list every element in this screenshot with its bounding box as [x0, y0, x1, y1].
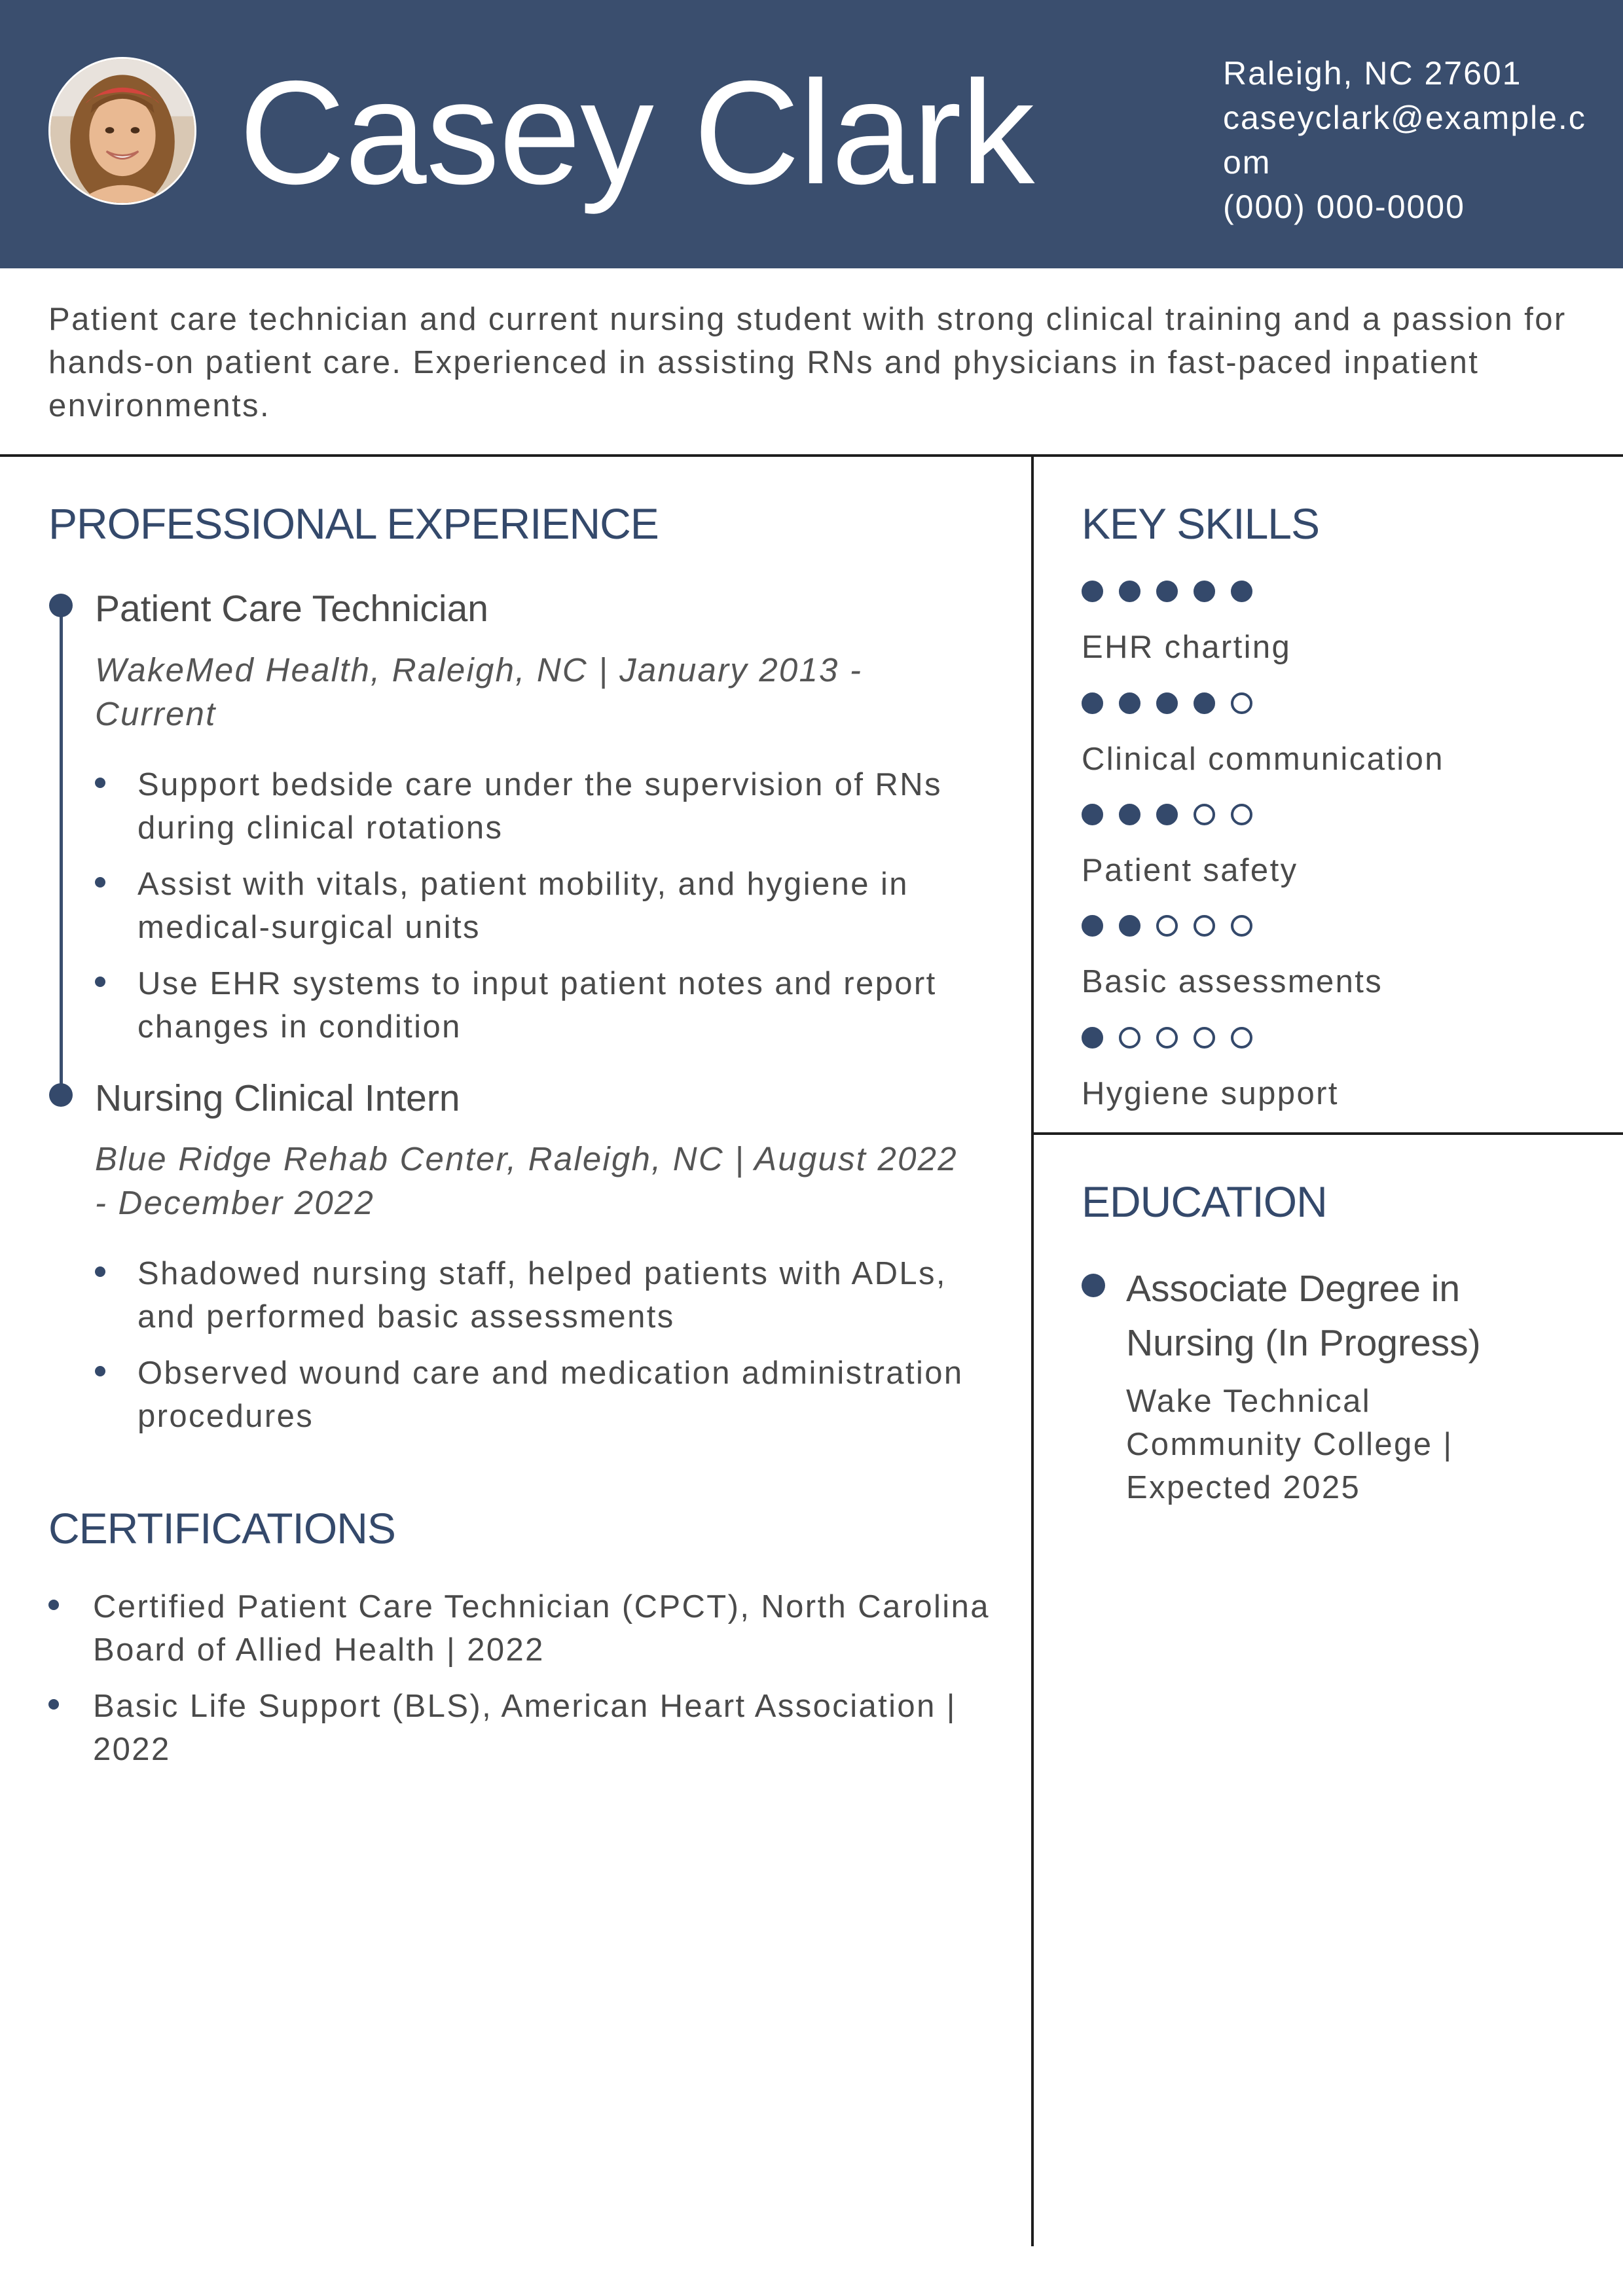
skill-label: Patient safety: [1082, 853, 1298, 888]
job-meta: WakeMed Health, Raleigh, NC | January 2013 - Current: [95, 651, 863, 732]
bullet-icon: [95, 778, 105, 788]
rating-dot-filled-icon: [1119, 581, 1140, 602]
header-banner: [0, 0, 1623, 268]
skill-rating: [1082, 578, 1605, 604]
rating-dot-filled-icon: [1082, 581, 1103, 602]
professional-summary: Patient care technician and current nursing student with strong clinical training and a passion for hands-on patient care. Experienced in assisting RNs and physicians in fast-paced inpatient environments.: [48, 302, 1567, 423]
profile-photo: [50, 59, 194, 203]
candidate-name: Casey Clark: [239, 50, 1034, 215]
divider-right-column: [1033, 1132, 1623, 1135]
rating-dot-filled-icon: [1194, 581, 1215, 602]
skill-rating: [1082, 1024, 1605, 1050]
education-degree: Associate Degree in Nursing (In Progress): [1126, 1268, 1481, 1364]
skill-item: [1082, 912, 1605, 1001]
list-item: Shadowed nursing staff, helped patients with ADLs, and performed basic assessments: [95, 1252, 992, 1338]
list-item: Support bedside care under the supervision of RNs during clinical rotations: [95, 763, 992, 850]
skill-item: [1082, 690, 1605, 779]
rating-dot-empty-icon: [1231, 692, 1252, 714]
bullet-icon: [95, 1366, 105, 1376]
rating-dot-filled-icon: [1156, 804, 1178, 825]
skill-label: Basic assessments: [1082, 964, 1383, 999]
divider-vertical: [1031, 456, 1034, 2246]
bullet-icon: [95, 977, 105, 987]
job-title: Nursing Clinical Intern: [95, 1077, 460, 1119]
job-bullets: [95, 763, 992, 1062]
list-item: Basic Life Support (BLS), American Heart Association | 2022: [48, 1685, 991, 1771]
rating-dot-empty-icon: [1194, 804, 1215, 825]
rating-dot-filled-icon: [1156, 692, 1178, 714]
experience-timeline-line: [60, 605, 63, 1096]
skill-rating: [1082, 912, 1605, 939]
list-item: Assist with vitals, patient mobility, and hygiene in medical-surgical units: [95, 863, 992, 949]
contact-location: Raleigh, NC 27601: [1223, 55, 1522, 92]
education-section-title: EDUCATION: [1082, 1177, 1327, 1226]
rating-dot-empty-icon: [1194, 915, 1215, 937]
rating-dot-empty-icon: [1156, 915, 1178, 937]
education-bullet-icon: [1082, 1274, 1105, 1297]
rating-dot-filled-icon: [1082, 1027, 1103, 1049]
bullet-icon: [95, 1266, 105, 1277]
job-meta: Blue Ridge Rehab Center, Raleigh, NC | August 2022 - December 2022: [95, 1140, 958, 1221]
experience-section-title: PROFESSIONAL EXPERIENCE: [48, 499, 659, 548]
rating-dot-empty-icon: [1231, 1027, 1252, 1049]
rating-dot-empty-icon: [1231, 915, 1252, 937]
rating-dot-filled-icon: [1119, 804, 1140, 825]
rating-dot-empty-icon: [1119, 1027, 1140, 1049]
bullet-icon: [95, 877, 105, 888]
timeline-dot: [49, 594, 73, 617]
contact-email[interactable]: caseyclark@example.com: [1223, 99, 1586, 181]
rating-dot-filled-icon: [1082, 915, 1103, 937]
contact-phone[interactable]: (000) 000-0000: [1223, 188, 1465, 225]
rating-dot-empty-icon: [1231, 804, 1252, 825]
rating-dot-filled-icon: [1231, 581, 1252, 602]
list-item: Observed wound care and medication administration procedures: [95, 1352, 992, 1438]
rating-dot-filled-icon: [1194, 692, 1215, 714]
rating-dot-filled-icon: [1119, 915, 1140, 937]
job-bullets: [95, 1252, 992, 1451]
rating-dot-filled-icon: [1082, 804, 1103, 825]
list-item: Use EHR systems to input patient notes and report changes in condition: [95, 962, 992, 1049]
skills-section-title: KEY SKILLS: [1082, 499, 1320, 548]
skill-item: [1082, 578, 1605, 667]
rating-dot-filled-icon: [1156, 581, 1178, 602]
skill-label: EHR charting: [1082, 630, 1292, 665]
bullet-icon: [48, 1699, 59, 1710]
certifications-list: [48, 1585, 991, 1784]
timeline-dot: [49, 1083, 73, 1107]
job-title: Patient Care Technician: [95, 588, 488, 630]
skill-label: Hygiene support: [1082, 1076, 1339, 1111]
skill-item: [1082, 801, 1605, 890]
rating-dot-empty-icon: [1156, 1027, 1178, 1049]
list-item: Certified Patient Care Technician (CPCT), North Carolina Board of Allied Health | 2022: [48, 1585, 991, 1672]
skill-item: [1082, 1024, 1605, 1113]
skill-rating: [1082, 801, 1605, 827]
skill-label: Clinical communication: [1082, 742, 1444, 777]
rating-dot-filled-icon: [1082, 692, 1103, 714]
avatar: [48, 57, 196, 205]
certifications-section-title: CERTIFICATIONS: [48, 1504, 395, 1552]
rating-dot-filled-icon: [1119, 692, 1140, 714]
skill-rating: [1082, 690, 1605, 716]
rating-dot-empty-icon: [1194, 1027, 1215, 1049]
divider-horizontal: [0, 454, 1623, 457]
contact-info: [1223, 51, 1590, 229]
education-school: Wake Technical Community College | Expected 2025: [1126, 1384, 1453, 1505]
bullet-icon: [48, 1600, 59, 1610]
